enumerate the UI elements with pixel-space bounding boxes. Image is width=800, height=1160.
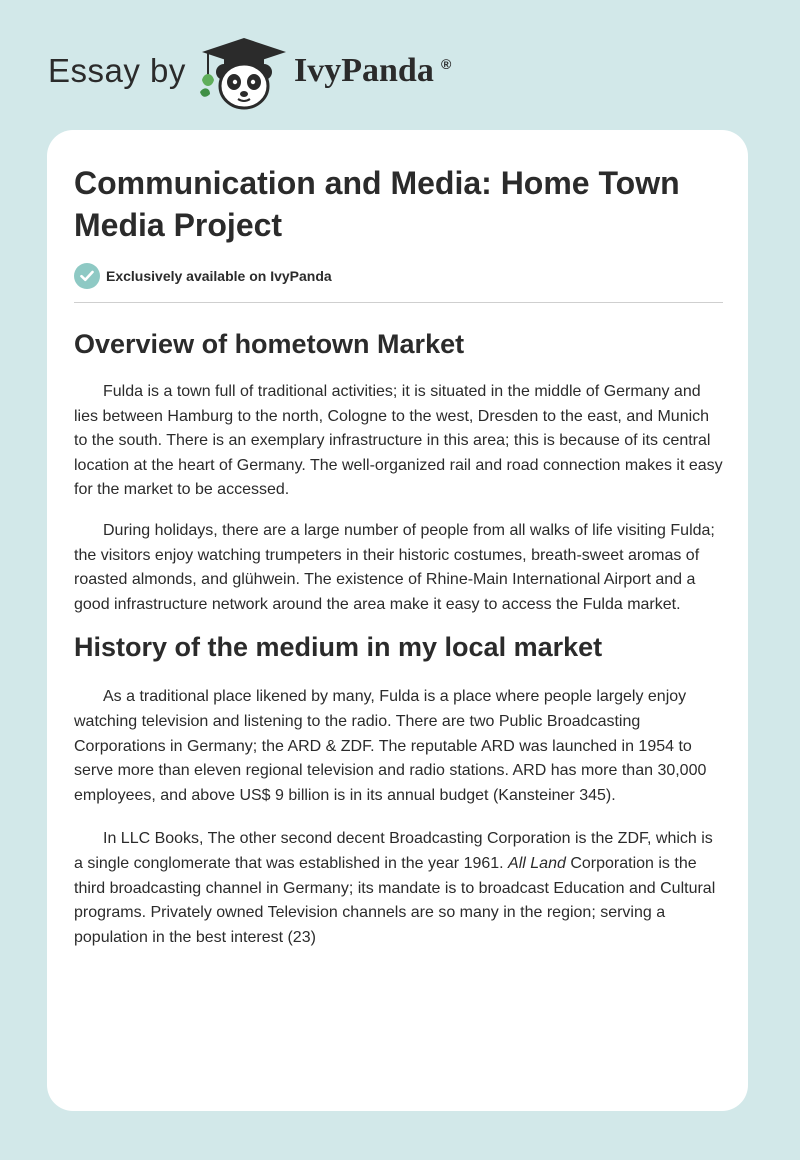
paragraph: Fulda is a town full of traditional activities; it is situated in the middle of Germany and lies between Hamburg to the north, Cologne to the west, Dresden to the east, and Munich to the south. There is an exemplary infrastructure in this area; this is because of its central location at the heart of Germany. The well-organized rail and road connection makes it easy for the market to be accessed. (74, 383, 723, 499)
article-card (47, 130, 748, 1111)
page-title: Communication and Media: Home Town Media Project (74, 165, 680, 243)
italic-title: All Land (508, 854, 566, 872)
paragraph-text: Corporation is the third broadcasting channel in Germany; its mandate is to broadcast Education and Cultural programs. Privately owned Television channels are so many in the region; serving a population in the best interest (23) (74, 854, 716, 946)
exclusive-badge (74, 263, 332, 289)
paragraph: As a traditional place likened by many, Fulda is a place where people largely enjoy watching television and listening to the radio. There are two Public Broadcasting Corporations in Germany; the ARD & ZDF. The reputable ARD was launched in 1954 to serve more than eleven regional television and radio stations. ARD has more than 30,000 employees, and above US$ 9 billion is in its annual budget (Kansteiner 345). (74, 688, 707, 804)
panda-graduate-logo-icon[interactable] (198, 36, 290, 112)
exclusive-badge-label: Exclusively available on IvyPanda (106, 268, 332, 284)
site-header (0, 0, 800, 120)
section-heading: History of the medium in my local market (74, 632, 603, 663)
paragraph (74, 827, 724, 950)
registered-mark: ® (441, 56, 452, 72)
article-body (74, 322, 724, 950)
paragraph: During holidays, there are a large number of people from all walks of life visiting Fulda; the visitors enjoy watching trumpeters in their historic costumes, breath-sweet aromas of roasted almonds, and glühwein. The existence of Rhine-Main International Airport and a good infrastructure network around the area make it easy to access the Fulda market. (74, 521, 715, 613)
check-circle-icon (74, 263, 100, 289)
brand-name[interactable]: IvyPanda (294, 52, 434, 89)
section-heading: Overview of hometown Market (74, 329, 465, 359)
divider (74, 302, 723, 303)
paragraph-text: In LLC Books, The other second decent Broadcasting Corporation is the ZDF, which is a single conglomerate that was established in the year 1961. (74, 830, 713, 872)
essay-by-label: Essay by (48, 52, 186, 89)
